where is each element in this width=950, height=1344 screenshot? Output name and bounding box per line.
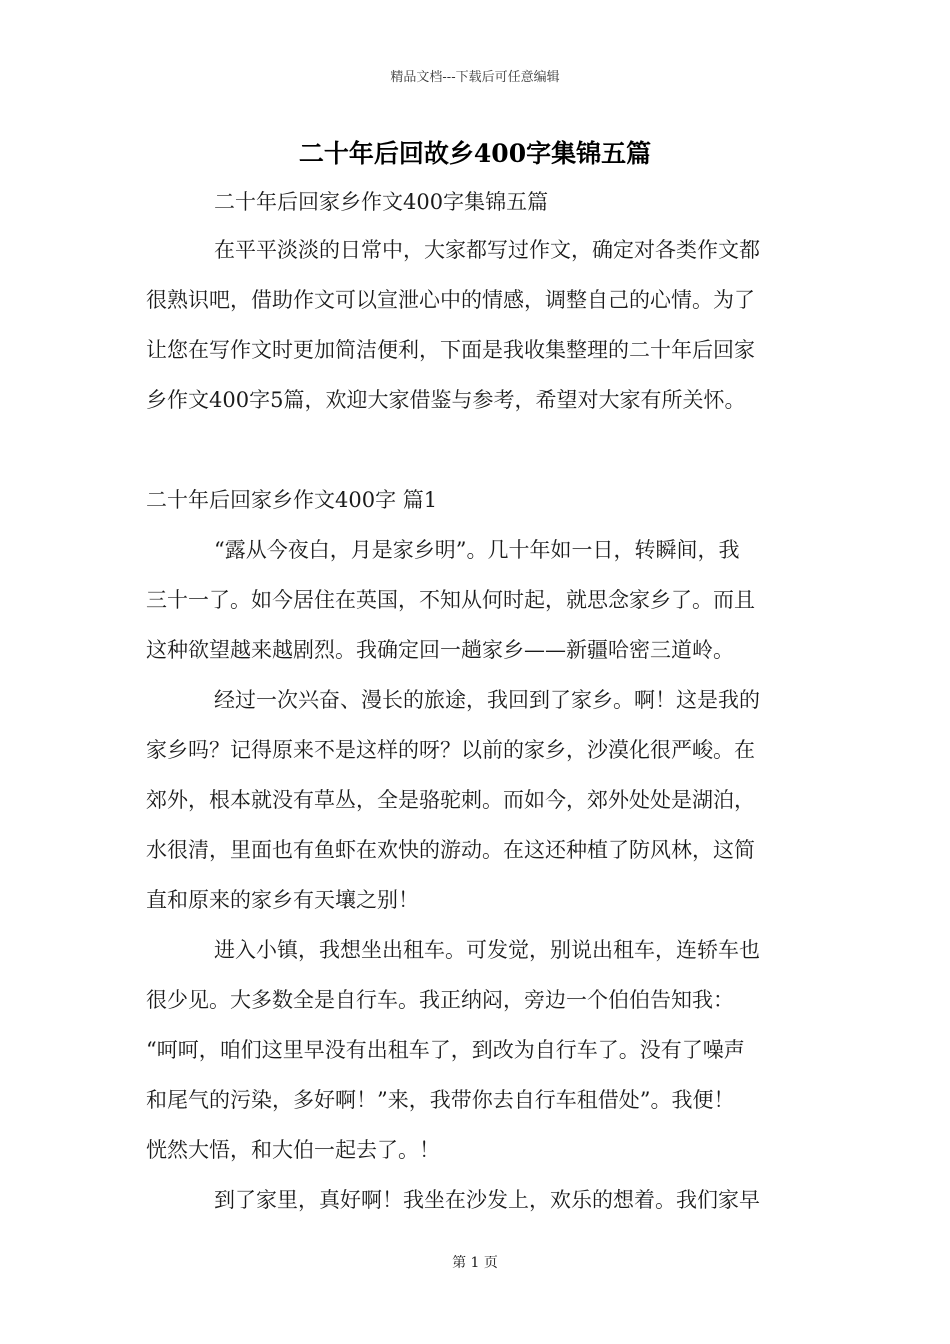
document-subtitle: 二十年后回家乡作文400字集锦五篇: [214, 190, 549, 214]
section-heading: 二十年后回家乡作文400字 篇1: [146, 488, 438, 512]
text-line: 到了家里，真好啊！我坐在沙发上，欢乐的想着。我们家早: [214, 1188, 760, 1212]
text-line: 三十一了。如今居住在英国，不知从何时起，就思念家乡了。而且: [146, 588, 755, 612]
page-number: 第 1 页: [452, 1255, 498, 1271]
header-note: 精品文档---下载后可任意编辑: [390, 70, 560, 85]
text-line: 水很清，里面也有鱼虾在欢快的游动。在这还种植了防风林，这简: [146, 838, 755, 862]
text-line: 很熟识吧，借助作文可以宣泄心中的情感，调整自己的心情。为了: [146, 288, 755, 312]
text-line: 恍然大悟，和大伯一起去了。！: [146, 1138, 440, 1162]
text-line: 让您在写作文时更加简洁便利，下面是我收集整理的二十年后回家: [146, 338, 755, 362]
document-title: 二十年后回故乡400字集锦五篇: [298, 139, 652, 168]
text-line: 郊外，根本就没有草丛，全是骆驼刺。而如今，郊外处处是湖泊，: [146, 788, 755, 812]
text-line: 进入小镇，我想坐出租车。可发觉，别说出租车，连轿车也: [214, 938, 760, 962]
text-line: 和尾气的污染，多好啊！”来，我带你去自行车租借处”。我便！: [146, 1088, 735, 1112]
text-line: 家乡吗？记得原来不是这样的呀？以前的家乡，沙漠化很严峻。在: [146, 738, 755, 762]
text-line: 乡作文400字5篇，欢迎大家借鉴与参考，希望对大家有所关怀。: [146, 388, 746, 412]
text-line: 很少见。大多数全是自行车。我正纳闷，旁边一个伯伯告知我：: [146, 988, 734, 1012]
essay-body: [146, 525, 808, 1225]
text-line: 经过一次兴奋、漫长的旅途，我回到了家乡。啊！这是我的: [214, 688, 760, 712]
text-line: “露从今夜白，月是家乡明”。几十年如一日，转瞬间，我: [214, 538, 740, 562]
text-line: 这种欲望越来越剧烈。我确定回一趟家乡——新疆哈密三道岭。: [146, 638, 734, 662]
text-line: 在平平淡淡的日常中，大家都写过作文，确定对各类作文都: [214, 238, 760, 262]
text-line: 直和原来的家乡有天壤之别！: [146, 888, 419, 912]
intro-paragraph: [146, 225, 808, 425]
text-line: “呵呵，咱们这里早没有出租车了，到改为自行车了。没有了噪声: [146, 1038, 745, 1062]
